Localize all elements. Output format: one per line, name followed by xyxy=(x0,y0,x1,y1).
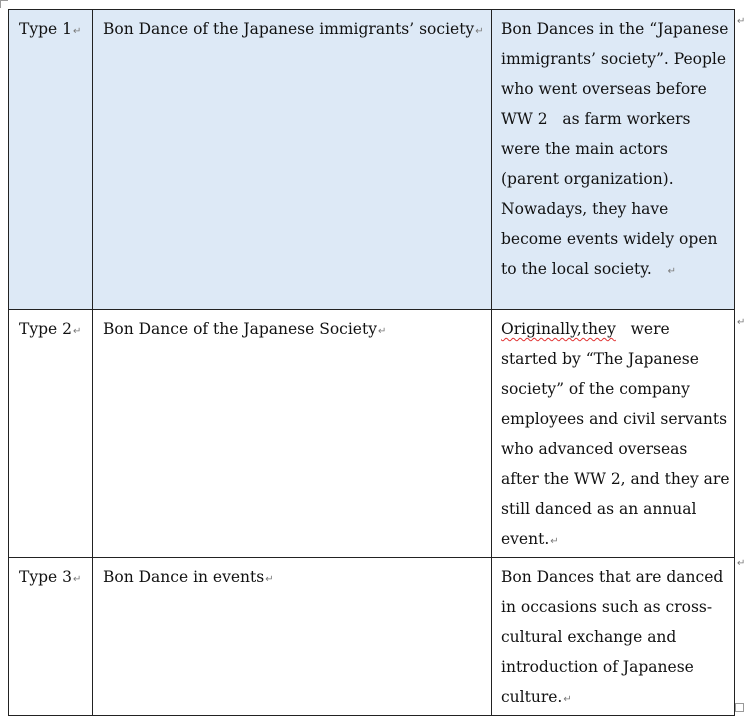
name-text: Bon Dance in events xyxy=(103,568,265,586)
row-end-mark-icon: ↵ xyxy=(737,558,746,569)
page-corner-mark-bottom-right xyxy=(735,703,744,712)
paragraph-mark-icon: ↵ xyxy=(667,266,677,277)
name-cell[interactable] xyxy=(93,558,492,716)
description-cell[interactable] xyxy=(492,558,735,716)
paragraph-mark-icon: ↵ xyxy=(377,326,387,337)
row-end-mark-icon: ↵ xyxy=(737,317,746,328)
description-cell[interactable] xyxy=(492,10,735,310)
paragraph-mark-icon: ↵ xyxy=(265,574,274,585)
row-end-mark-icon: ↵ xyxy=(737,16,746,27)
type-cell[interactable] xyxy=(9,310,93,558)
paragraph-mark-icon: ↵ xyxy=(550,536,559,547)
type-label: Type 3 xyxy=(19,568,72,586)
name-cell[interactable] xyxy=(93,310,492,558)
paragraph-mark-icon: ↵ xyxy=(475,26,484,37)
spellcheck-flagged-word[interactable]: Originally,they xyxy=(501,320,616,338)
paragraph-mark-icon: ↵ xyxy=(72,26,82,37)
table-row xyxy=(9,310,735,558)
description-text: were started by “The Japanese society” of the company employees and civil servants who advanced overseas after the WW 2, and they are still danced as an annual event. xyxy=(501,320,730,548)
paragraph-mark-icon: ↵ xyxy=(72,326,82,337)
paragraph-mark-icon: ↵ xyxy=(72,574,82,585)
type-cell[interactable] xyxy=(9,558,93,716)
page-corner-mark-top-left xyxy=(0,0,8,8)
type-cell[interactable] xyxy=(9,10,93,310)
table-row xyxy=(9,10,735,310)
table-row xyxy=(9,558,735,716)
paragraph-mark-icon: ↵ xyxy=(563,694,572,705)
description-text: Bon Dances that are danced in occasions such as cross-cultural exchange and introduction of Japanese culture. xyxy=(501,568,724,706)
name-cell[interactable] xyxy=(93,10,492,310)
name-text: Bon Dance of the Japanese Society xyxy=(103,320,377,338)
description-text: Bon Dances in the “Japanese immigrants’ society”. People who went overseas before WW 2 as farm workers were the main actors (parent organization). Nowadays, they have become events widely open to the local society. xyxy=(501,20,729,278)
type-label: Type 2 xyxy=(19,320,72,338)
name-text: Bon Dance of the Japanese immigrants’ society xyxy=(103,20,475,38)
bon-dance-types-table xyxy=(8,9,735,716)
type-label: Type 1 xyxy=(19,20,72,38)
description-cell[interactable] xyxy=(492,310,735,558)
